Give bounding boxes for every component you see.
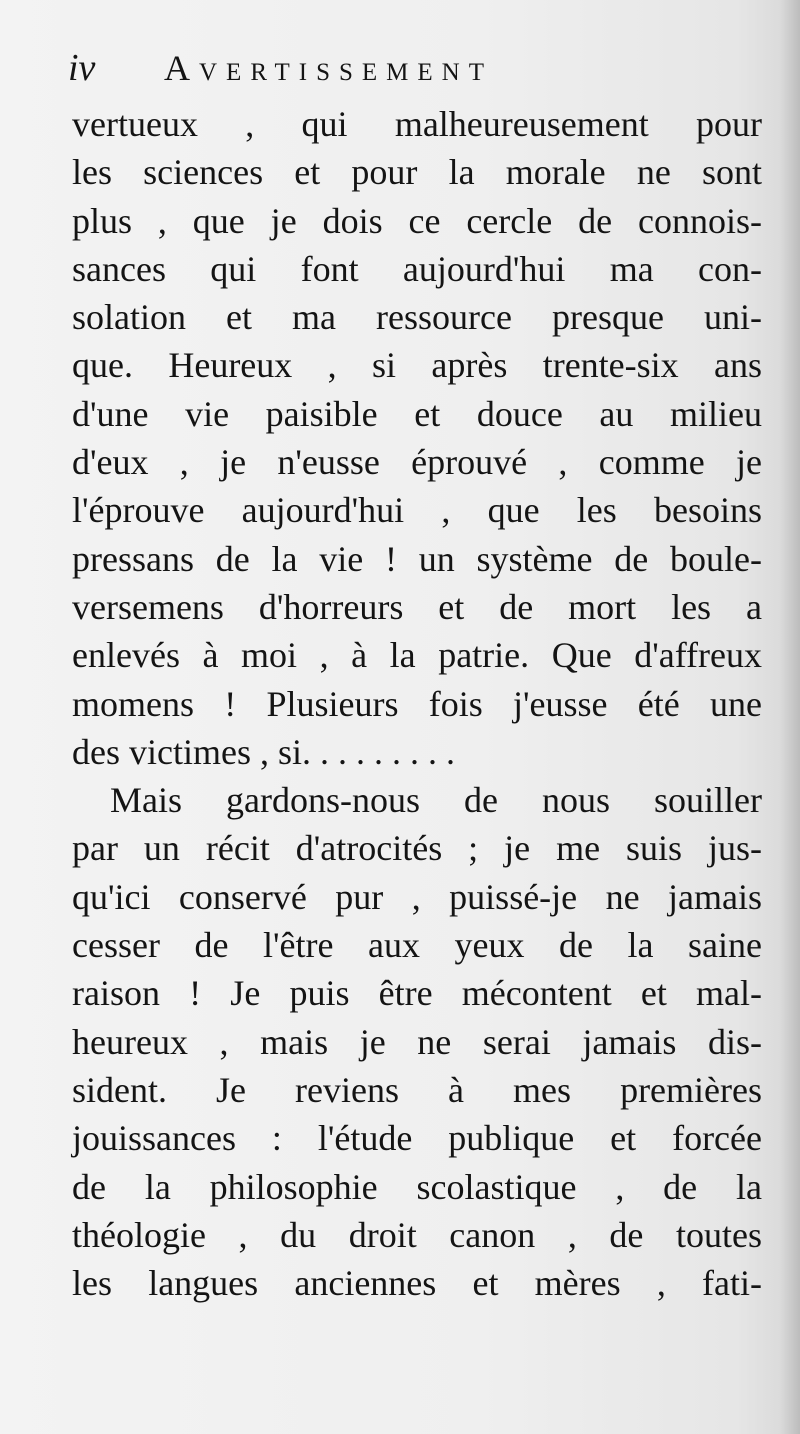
text-line: vertueux , qui malheureusement pour	[72, 104, 762, 144]
running-header	[68, 44, 768, 92]
text-line: qu'ici conservé pur , puissé-je ne jamais	[72, 876, 762, 917]
text-line: enlevés à moi , à la patrie. Que d'affreux	[72, 635, 762, 676]
text-line: que. Heureux , si après trente-six ans	[72, 345, 762, 386]
page-number: iv	[68, 47, 96, 89]
text-line: plus , que je dois ce cercle de connois-	[72, 200, 762, 241]
text-line: momens ! Plusieurs fois j'eusse été une	[72, 683, 762, 724]
text-line: théologie , du droit canon , de toutes	[72, 1214, 762, 1255]
text-line: des victimes , si. . . . . . . . .	[72, 731, 455, 772]
page-edge-shadow	[780, 0, 800, 1434]
text-line: sances qui font aujourd'hui ma con-	[72, 248, 762, 289]
text-line: heureux , mais je ne serai jamais dis-	[72, 1021, 762, 1062]
text-line: de la philosophie scolastique , de la	[72, 1166, 762, 1207]
text-line: les langues anciennes et mères , fati-	[72, 1263, 762, 1304]
text-line: solation et ma ressource presque uni-	[72, 297, 762, 338]
text-line: versemens d'horreurs et de mort les a	[72, 586, 762, 627]
text-line: les sciences et pour la morale ne sont	[72, 152, 762, 193]
text-line: jouissances : l'étude publique et forcée	[72, 1118, 762, 1159]
text-line: d'eux , je n'eusse éprouvé , comme je	[72, 442, 762, 483]
running-title: Avertissement	[164, 48, 493, 88]
text-line: d'une vie paisible et douce au milieu	[72, 393, 762, 434]
text-line: l'éprouve aujourd'hui , que les besoins	[72, 490, 762, 531]
text-line: raison ! Je puis être mécontent et mal-	[72, 973, 762, 1014]
text-line: par un récit d'atrocités ; je me suis jus-	[72, 828, 762, 869]
text-line: sident. Je reviens à mes premières	[72, 1069, 762, 1110]
text-line: pressans de la vie ! un système de boule-	[72, 538, 762, 579]
text-line: cesser de l'être aux yeux de la saine	[72, 925, 762, 966]
body-text	[72, 100, 762, 1307]
paragraph-start-line: Mais gardons-nous de nous souiller	[110, 780, 762, 821]
